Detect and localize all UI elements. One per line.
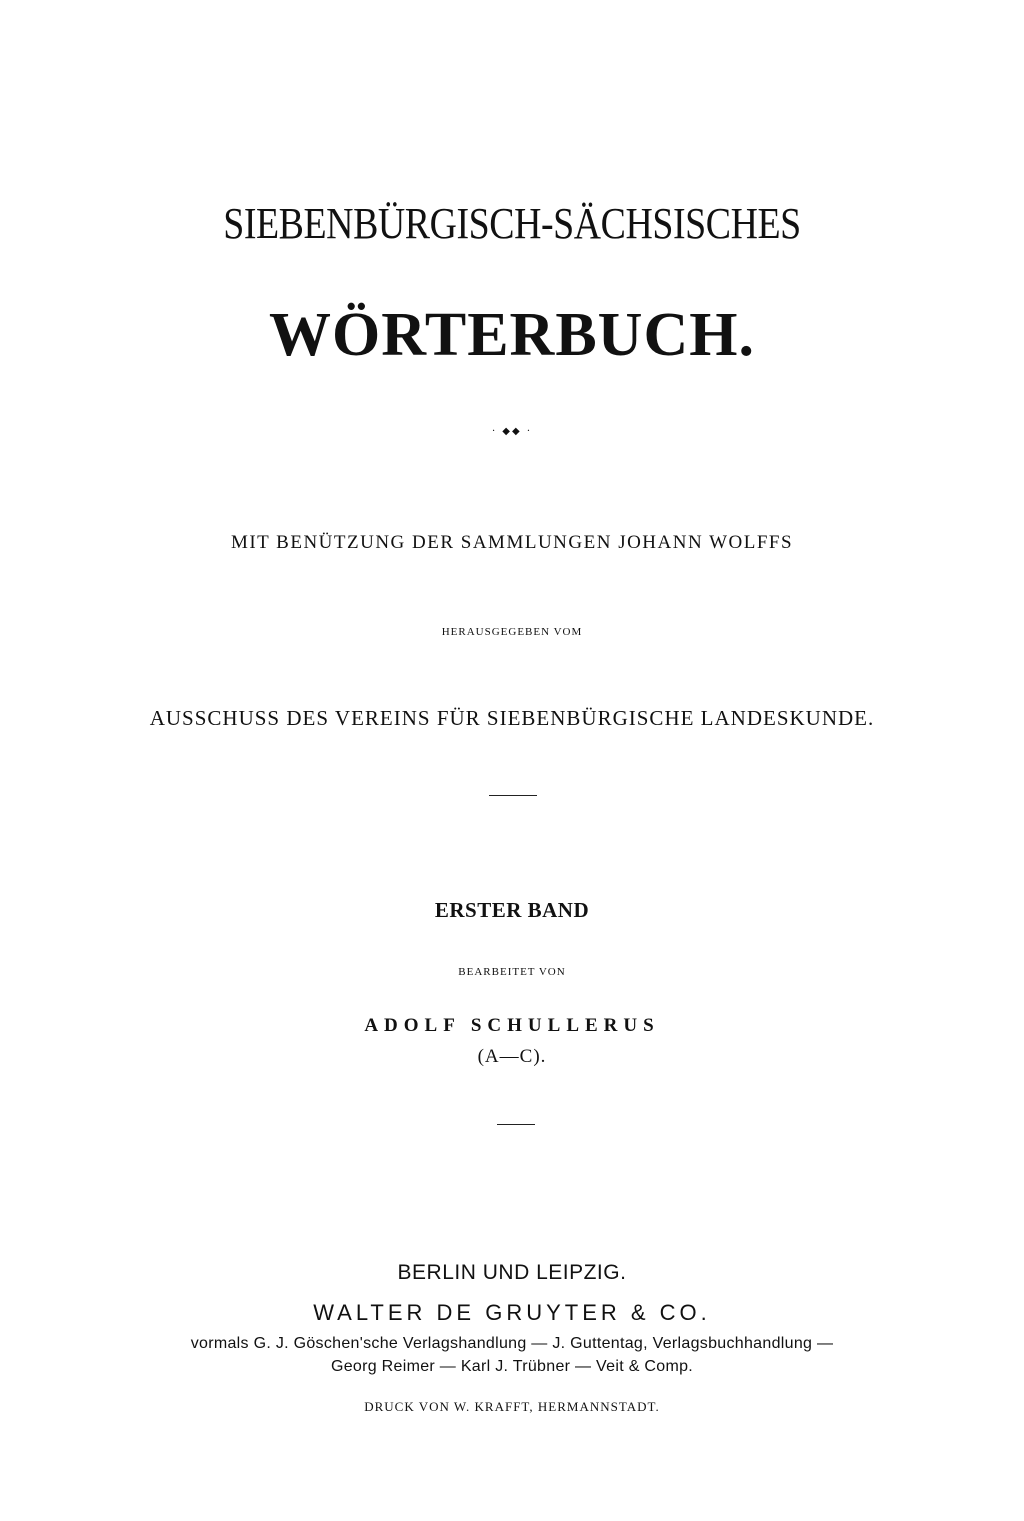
printer-imprint: DRUCK VON W. KRAFFT, HERMANNSTADT. xyxy=(364,1399,660,1414)
issued-by-label: HERAUSGEGEBEN VOM xyxy=(441,626,583,638)
formerly-line-1: vormals G. J. Göschen'sche Verlagshandlung — J. Guttentag, Verlagsbuchhandlung — xyxy=(190,1335,834,1352)
edited-by-label: BEARBEITET VON xyxy=(458,966,566,978)
publisher-name: WALTER DE GRUYTER & CO. xyxy=(313,1300,711,1325)
author-name: ADOLF SCHULLERUS xyxy=(364,1015,660,1036)
publication-place: BERLIN UND LEIPZIG. xyxy=(397,1261,627,1284)
title-ornament: · ◆◆ · xyxy=(491,426,533,437)
subtitle: MIT BENÜTZUNG DER SAMMLUNGEN JOHANN WOLFFS xyxy=(230,532,794,553)
volume-label: ERSTER BAND xyxy=(434,898,590,922)
divider-rule-bottom xyxy=(497,1124,535,1125)
title-line-1: SIEBENBÜRGISCH-SÄCHSISCHES xyxy=(223,199,801,248)
title-line-2: WÖRTERBUCH. xyxy=(269,301,755,369)
letter-range: (A—C). xyxy=(477,1046,547,1067)
formerly-line-2: Georg Reimer — Karl J. Trübner — Veit & Comp. xyxy=(330,1358,694,1375)
issuing-body: AUSSCHUSS DES VEREINS FÜR SIEBENBÜRGISCHE LANDESKUNDE. xyxy=(149,706,875,730)
divider-rule-top xyxy=(489,795,537,796)
